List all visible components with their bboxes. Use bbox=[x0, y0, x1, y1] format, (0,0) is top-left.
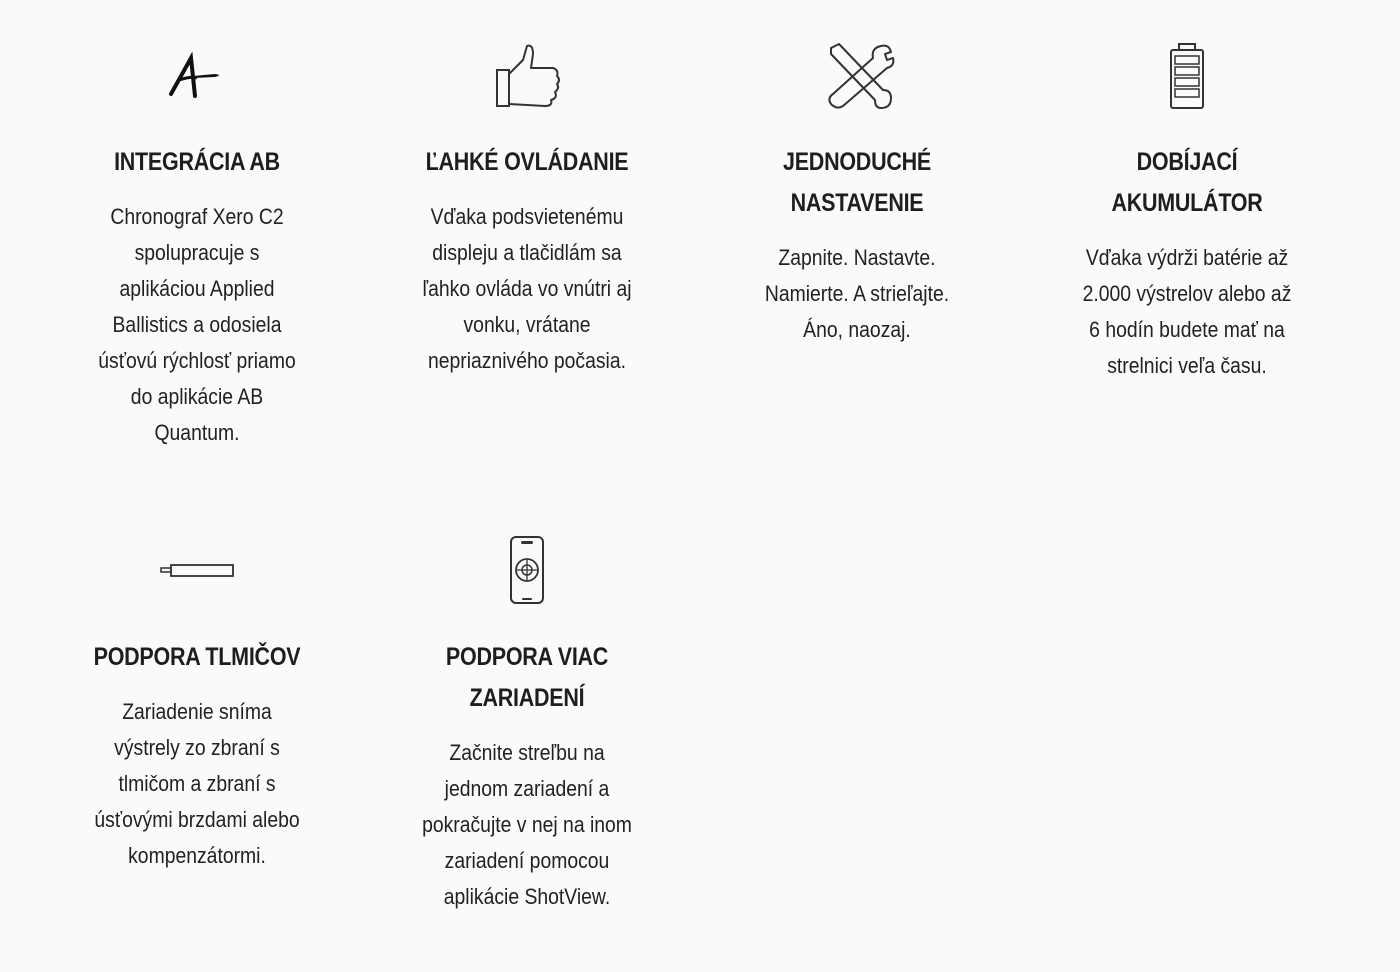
feature-description: Zariadenie sníma výstrely zo zbraní s tlmičom a zbraní s úsťovými brzdami alebo kompenzátormi. bbox=[94, 699, 300, 868]
feature-title: JEDNODUCHÉ NASTAVENIE bbox=[783, 148, 931, 217]
feature-description: Začnite streľbu na jednom zariadení a pokračujte v nej na inom zariadení pomocou aplikácie ShotView. bbox=[422, 740, 632, 909]
wrench-screwdriver-icon bbox=[797, 40, 917, 112]
feature-suppressor-support bbox=[67, 535, 327, 874]
feature-title: INTEGRÁCIA AB bbox=[114, 148, 280, 176]
feature-easy-control bbox=[397, 40, 657, 379]
feature-description: Vďaka výdrži batérie až 2.000 výstrelov alebo až 6 hodín budete mať na strelnici veľa času. bbox=[1082, 245, 1292, 378]
thumbs-up-icon bbox=[467, 40, 587, 112]
feature-rechargeable-battery bbox=[1057, 40, 1317, 384]
feature-title: PODPORA VIAC ZARIADENÍ bbox=[445, 643, 609, 712]
feature-title: ĽAHKÉ OVLÁDANIE bbox=[425, 148, 629, 176]
applied-ballistics-logo-icon bbox=[137, 40, 257, 112]
battery-icon bbox=[1127, 40, 1247, 112]
feature-title: DOBÍJACÍ AKUMULÁTOR bbox=[1111, 148, 1263, 217]
phone-target-icon bbox=[467, 535, 587, 607]
feature-description: Zapnite. Nastavte. Namierte. A strieľajte. Áno, naozaj. bbox=[764, 245, 950, 342]
feature-simple-setup bbox=[727, 40, 987, 348]
feature-ab-integration bbox=[67, 40, 327, 451]
feature-description: Chronograf Xero C2 spolupracuje s aplikáciou Applied Ballistics a odosiela úsťovú rýchlosť priamo do aplikácie AB Quantum. bbox=[98, 204, 296, 445]
feature-title: PODPORA TLMIČOV bbox=[93, 643, 301, 671]
feature-description: Vďaka podsvietenému displeju a tlačidlám sa ľahko ovláda vo vnútri aj vonku, vrátane nepriaznivého počasia. bbox=[422, 204, 632, 373]
feature-multi-device-support bbox=[397, 535, 657, 915]
suppressor-icon bbox=[137, 535, 257, 607]
